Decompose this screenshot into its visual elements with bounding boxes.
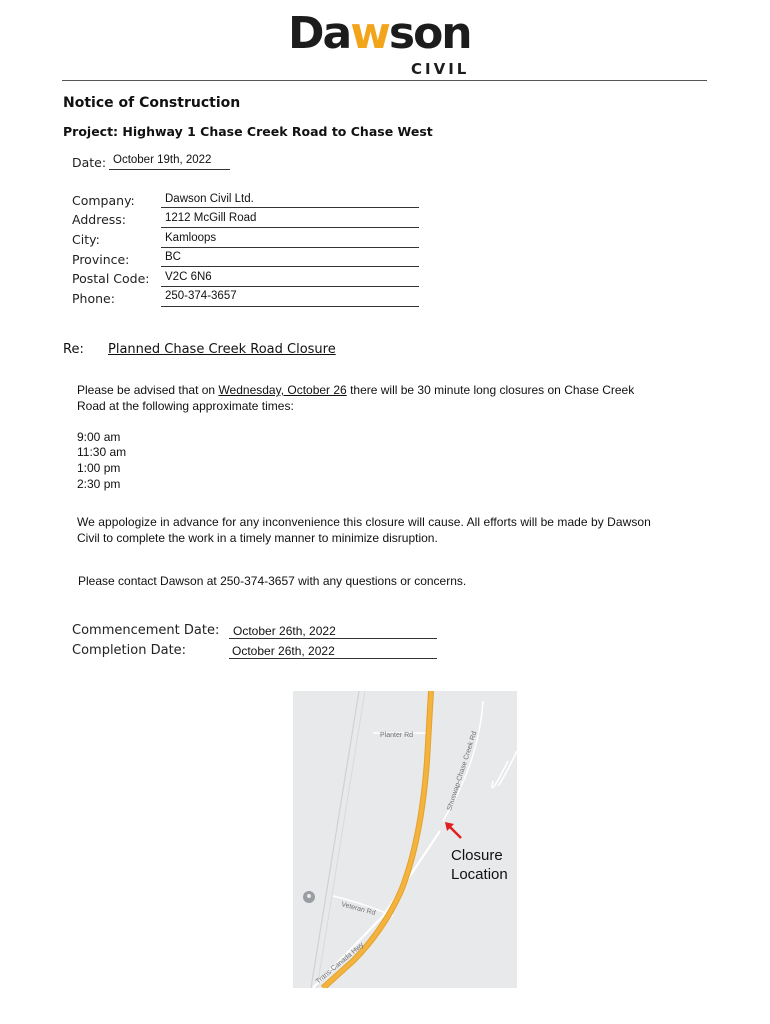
commencement-underline	[229, 638, 437, 639]
notice-paragraph-line2: Road at the following approximate times:	[77, 399, 294, 413]
date-value: October 19th, 2022	[113, 154, 212, 166]
closure-date-text: Wednesday, October 26	[218, 383, 347, 397]
closure-time: 1:00 pm	[77, 461, 121, 475]
city-underline	[161, 247, 419, 248]
road-label: Trans-Canada Hwy	[314, 941, 366, 986]
address-label: Address:	[72, 212, 126, 227]
notice-text-end: there will be 30 minute long closures on Chase Creek	[346, 383, 635, 397]
place-marker-icon-inner	[307, 894, 311, 898]
re-label: Re:	[63, 342, 84, 357]
commencement-value: October 26th, 2022	[233, 624, 336, 638]
logo-subtitle: CIVIL	[411, 60, 470, 78]
completion-label: Completion Date:	[72, 643, 187, 658]
company-value: Dawson Civil Ltd.	[165, 193, 254, 205]
dawson-logo	[288, 6, 471, 62]
closure-callout-line2: Location	[451, 866, 508, 883]
road-label: Planter Rd	[380, 732, 414, 739]
closure-map	[293, 691, 517, 988]
map-graphic	[293, 691, 517, 988]
postal-code-value: V2C 6N6	[165, 271, 212, 283]
phone-underline	[161, 306, 419, 307]
commencement-label: Commencement Date:	[72, 623, 220, 638]
closure-callout-line1: Closure	[451, 847, 503, 864]
date-label: Date:	[72, 155, 107, 170]
contact-paragraph: Please contact Dawson at 250-374-3657 with any questions or concerns.	[78, 574, 467, 588]
logo-text-mark: w	[350, 8, 389, 59]
address-underline	[161, 227, 419, 228]
re-subject: Planned Chase Creek Road Closure	[108, 342, 336, 357]
address-value: 1212 McGill Road	[165, 212, 257, 224]
header-divider	[62, 80, 707, 81]
project-title: Project: Highway 1 Chase Creek Road to Chase West	[63, 124, 433, 139]
closure-time: 11:30 am	[77, 445, 127, 459]
phone-label: Phone:	[72, 291, 115, 306]
apology-line2: Civil to complete the work in a timely manner to minimize disruption.	[77, 531, 438, 545]
notice-text-start: Please be advised that on	[77, 383, 219, 397]
completion-value: October 26th, 2022	[232, 644, 335, 658]
phone-value: 250-374-3657	[165, 290, 237, 302]
document-title: Notice of Construction	[63, 95, 241, 111]
notice-paragraph	[77, 382, 634, 398]
company-label: Company:	[72, 193, 135, 208]
logo-text-suffix: son	[388, 8, 471, 59]
city-label: City:	[72, 232, 100, 247]
closure-callout	[451, 846, 508, 884]
date-underline	[109, 169, 230, 170]
city-value: Kamloops	[165, 232, 217, 244]
postal-code-label: Postal Code:	[72, 271, 150, 286]
road-label: Veteran Rd	[340, 901, 377, 917]
province-label: Province:	[72, 252, 130, 267]
company-underline	[161, 207, 419, 208]
postal-code-underline	[161, 286, 419, 287]
completion-underline	[229, 658, 437, 659]
apology-line1: We appologize in advance for any inconvenience this closure will cause. All efforts will be made by Dawson	[77, 515, 651, 529]
logo-text-prefix: Da	[288, 8, 351, 59]
province-value: BC	[165, 251, 181, 263]
closure-time: 2:30 pm	[77, 477, 121, 491]
road-label: Shuswap-Chase Creek Rd	[446, 730, 479, 812]
province-underline	[161, 266, 419, 267]
closure-time: 9:00 am	[77, 430, 121, 444]
